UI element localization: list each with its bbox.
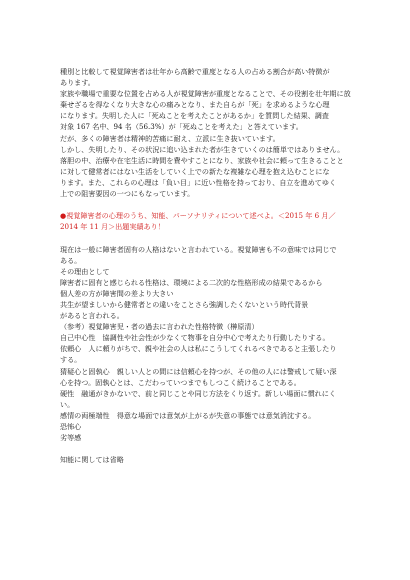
spacer <box>60 199 370 210</box>
text-line: あります。 <box>60 78 95 88</box>
paragraph-block-1 <box>60 66 370 199</box>
text-line: があると言われる。 <box>60 311 124 321</box>
spacer <box>60 232 370 243</box>
text-line: い。 <box>60 399 75 409</box>
text-line: ります。また、これらの心理は「負い目」に近い性格を持っており、自立を進めてゆく <box>60 177 337 187</box>
paragraph-block-2 <box>60 244 370 444</box>
text-line: 障害者に固有と感じられる性格は、環境による二次的な性格形成の結果であるから <box>60 277 323 287</box>
text-line: 心を持つ。固執心とは、こだわっていつまでもしつこく続けることである。 <box>60 377 301 387</box>
text-line: する。 <box>60 355 82 365</box>
text-line: 家族や職場で重要な位置を占める人が視覚障害が重度となることで、その役割を壮年期に放 <box>60 89 351 99</box>
heading-line: 2014 年 11 月＞出題実績あり！ <box>60 222 165 232</box>
text-line: になります。失明した人に「死ぬことを考えたことがあるか」を質問した結果、調査 <box>60 111 329 121</box>
text-line: 硬性 融通がきかないで、前と同じことや同じ方法をくり返す。新しい場面に慣れにく <box>60 388 336 398</box>
text-line: その理由として <box>60 266 110 276</box>
text-line: 自己中心性 協調性や社会性が少なくて物事を自分中心で考えたり行動したりする。 <box>60 333 330 343</box>
text-line: 猜疑心と固執心 親しい人との間には信頼心を持つが、その他の人には警戒して疑い深 <box>60 366 337 376</box>
text-line: 劣等感 <box>60 433 82 443</box>
text-line: 落胆の中、治療や在宅生活に時間を費やすことになり、家族や社会に頼って生きることと <box>60 155 344 165</box>
text-line: 棄せざるを得なくなり大きな心の痛みとなり、また自らが「死」を求めるような心理 <box>60 100 330 110</box>
text-line: 種別と比較して視覚障害者は壮年から高齢で重度となる人の占める割合が高い特徴が <box>60 67 330 76</box>
text-line: 個人差の方が障害間の差より大きい <box>60 288 174 298</box>
text-line: （参考）視覚障害児・者の過去に言われた性格特徴（榊原清） <box>60 322 259 332</box>
text-line: 共生が望ましいから健常者との違いをことさら強調したくないという時代背景 <box>60 299 309 309</box>
text-line: 恐怖心 <box>60 422 82 431</box>
spacer <box>60 443 370 454</box>
text-line: 依頼心 人に頼りがちで、親や社会の人は私にこうしてくれるべきであると主張したり <box>60 344 337 354</box>
closing-note: 知能に関しては省略 <box>60 455 124 465</box>
heading-line: ●視覚障害者の心理のうち、知能、パーソナリティについて述べよ。＜2015 年 6 月／ <box>60 211 336 221</box>
text-line: だが、多くの障害者は精神的苦痛に耐え、立派に生き抜いています。 <box>60 133 280 143</box>
text-line: ある。 <box>60 255 82 265</box>
text-line: に対して健常者にはない生活をしていく上での新たな複雑な心理を抱え込むことにな <box>60 166 330 176</box>
text-line: 上での阻害要因の一つにもなっています。 <box>60 189 195 199</box>
section-heading <box>60 210 370 232</box>
text-line: 対象 167 名中、94 名（56.3%）が「死ぬことを考えた」と答えています。 <box>60 122 303 132</box>
text-line: しかし、失明したり、その状況に追い込まれた者が生きていくのは簡単ではありません。 <box>60 144 345 154</box>
text-line: 現在は一般に障害者固有の人格はないと言われている。視覚障害も不の意味では同じで <box>60 244 337 254</box>
text-line: 感情の両極端性 得意な場面では意気が上がるが失意の事態では意気消沈する。 <box>60 410 316 420</box>
